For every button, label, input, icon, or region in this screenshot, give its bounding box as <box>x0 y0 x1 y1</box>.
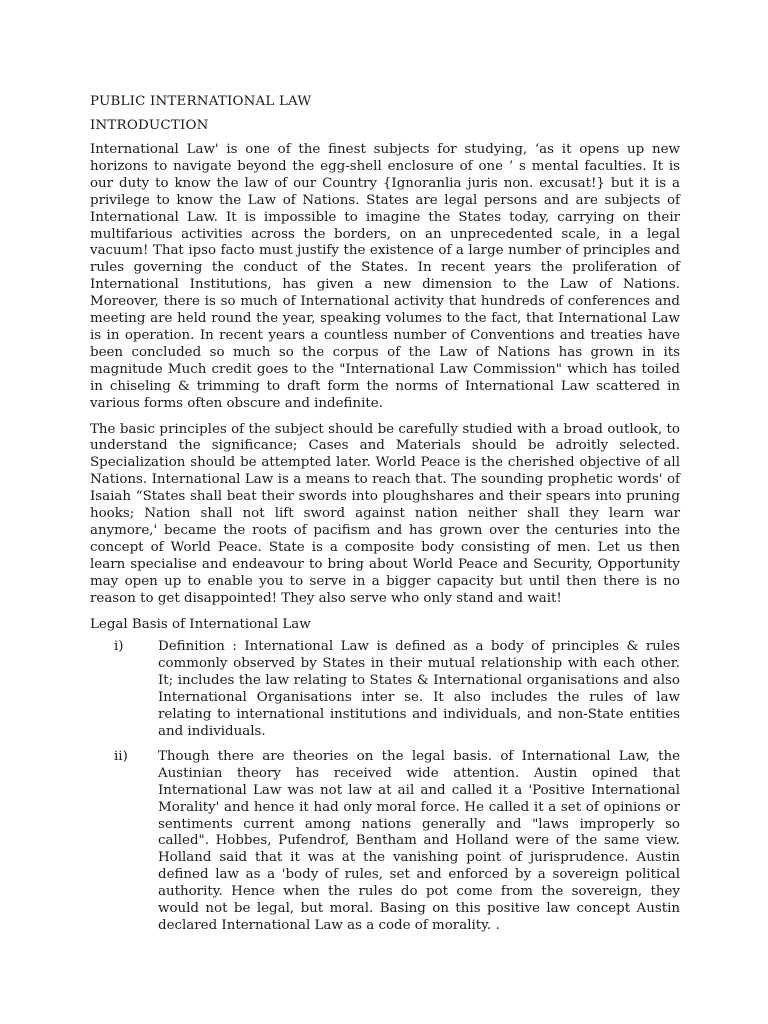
document-title: PUBLIC INTERNATIONAL LAW <box>90 94 312 109</box>
section-heading: INTRODUCTION <box>90 118 209 133</box>
list-marker: i) <box>114 639 124 655</box>
list-item <box>90 749 680 935</box>
paragraph: The basic principles of the subject should be carefully studied with a broad outlook, to understand the significance; Cases and Materials should be adroitly selected. Specialization should be attempted later. World Peace is the cherished objective of all Nations. International Law is a means to reach that. The sounding prophetic words' of Isaiah “States shall beat their swords into ploughshares and their spears into pruning hooks; Nation shall not lift sword against nation neither shall they learn war anymore,' became the roots of pacifism and has grown over the centuries into the concept of World Peace. State is a composite body consisting of men. Let us then learn specialise and endeavour to bring about World Peace and Security, Opportunity may open up to enable you to serve in a bigger capacity but until then there is no reason to get disappointed! They also serve who only stand and wait! <box>90 421 680 606</box>
paragraph: International Law' is one of the finest subjects for studying, ‘as it opens up new horizons to navigate beyond the egg-shell enclosure of one ’ s mental faculties. It is our duty to know the law of our Country {Ignoranlia juris non. excusat!} but it is a privilege to know the Law of Nations. States are legal persons and are subjects of International Law. It is impossible to imagine the States today, carrying on their multifarious activities across the borders, on an unprecedented scale, in a legal vacuum! That ipso facto must justify the existence of a large number of principles and rules governing the conduct of the States. In recent years the proliferation of International Institutions, has given a new dimension to the Law of Nations. Moreover, there is so much of International activity that hundreds of conferences and meeting are held round the year, speaking volumes to the fact, that International Law is in operation. In recent years a countless number of Conventions and treaties have been concluded so much so the corpus of the Law of Nations has grown in its magnitude Much credit goes to the "International Law Commission" which has toiled in chiseling & trimming to draft form the norms of International Law scattered in various forms often obscure and indefinite. <box>90 142 680 411</box>
subheading: Legal Basis of International Law <box>90 617 311 633</box>
list-marker: ii) <box>114 748 128 764</box>
list-item-text: Definition : International Law is defined as a body of principles & rules commonly observed by States in their mutual relationship with each other. It; includes the law relating to States & International organisations and also International Organisations inter se. It also includes the rules of law relating to international institutions and individuals, and non-State entities and individuals. <box>158 639 680 739</box>
list-item <box>90 639 680 740</box>
list-item-text: Though there are theories on the legal basis. of International Law, the Austinian theory has received wide attention. Austin opined that International Law was not law at ail and called it a 'Positive International Morality' and hence it had only moral force. He called it a set of opinions or sentiments current among nations generally and "laws improperly so called". Hobbes, Pufendrof, Bentham and Holland were of the same view. Holland said that it was at the vanishing point of jurisprudence. Austin defined law as a 'body of rules, set and enforced by a sovereign political authority. Hence when the rules do pot come from the sovereign, they would not be legal, but moral. Basing on this positive law concept Austin declared International Law as a code of morality. . <box>158 748 680 933</box>
numbered-list <box>90 639 680 934</box>
